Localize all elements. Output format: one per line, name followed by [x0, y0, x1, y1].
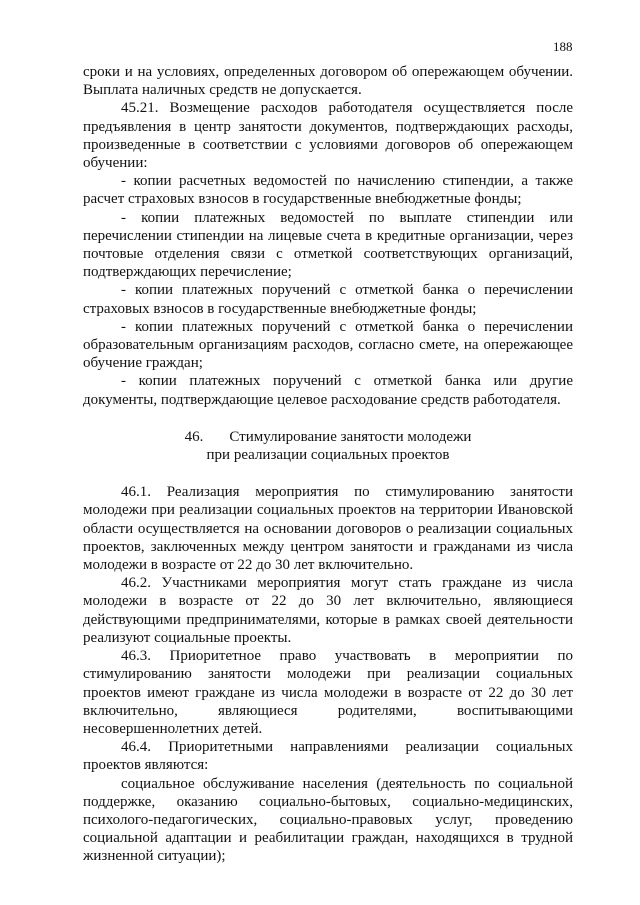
paragraph: 46.3. Приоритетное право участвовать в мероприятии по стимулированию занятости молодежи при реализации социальных проектов имеют граждане из числа молодежи в возрасте от 22 до 30 лет включительно, являющиеся родителями, воспитывающими несовершеннолетних детей. [83, 648, 573, 737]
paragraph: 46.1. Реализация мероприятия по стимулированию занятости молодежи при реализации социальных проектов на территории Ивановской области осуществляется на основании договоров о реализации социальных проектов, заключенных между центром занятости и гражданами из числа молодежи в возрасте от 22 до 30 лет включительно. [83, 484, 573, 574]
paragraph: - копии платежных ведомостей по выплате стипендии или перечислении стипендии на лицевые счета в кредитные организации, через почтовые отделения связи с отметкой соответствующих организаций, подтверждающих перечисление; [83, 209, 573, 281]
paragraph: - копии платежных поручений с отметкой банка или другие документы, подтверждающие целевое расходование средств работодателя. [83, 373, 573, 408]
paragraph: - копии платежных поручений с отметкой банка о перечислении образовательным организациям расходов, согласно смете, на опережающее обучение граждан; [83, 318, 573, 372]
section-number: 46. [184, 428, 204, 445]
section-title-line2: при реализации социальных проектов [206, 447, 450, 464]
section-title-line1: Стимулирование занятости молодежи [229, 428, 472, 445]
paragraph: 46.4. Приоритетными направлениями реализации социальных проектов являются: [83, 739, 573, 774]
paragraph: 46.2. Участниками мероприятия могут стать граждане из числа молодежи в возрасте от 22 до 30 лет включительно, являющиеся действующими предпринимателями, которые в рамках своей деятельности реализуют социальные проекты. [83, 575, 573, 646]
page-number: 188 [553, 39, 573, 54]
paragraph: сроки и на условиях, определенных договором об опережающем обучении. Выплата наличных средств не допускается. [83, 64, 573, 99]
paragraph: 45.21. Возмещение расходов работодателя осуществляется после предъявления в центр занятости документов, подтверждающих расходы, произведенные в соответствии с условиями договоров об опережающем обучении: [83, 100, 573, 172]
document-body [83, 63, 573, 866]
paragraph: социальное обслуживание населения (деятельность по социальной поддержке, оказанию социально-бытовых, социально-медицинских, психолого-педагогических, социально-правовых услуг, проведению социальной адаптации и реабилитации граждан, находящихся в трудной жизненной ситуации); [83, 775, 573, 865]
section-heading [83, 428, 573, 464]
bottom-paragraphs [83, 483, 573, 865]
paragraph: - копии расчетных ведомостей по начислению стипендии, а также расчет страховых взносов в государственные внебюджетные фонды; [83, 173, 573, 208]
top-paragraphs [83, 63, 573, 409]
paragraph: - копии платежных поручений с отметкой банка о перечислении страховых взносов в государственные внебюджетные фонды; [83, 282, 573, 317]
